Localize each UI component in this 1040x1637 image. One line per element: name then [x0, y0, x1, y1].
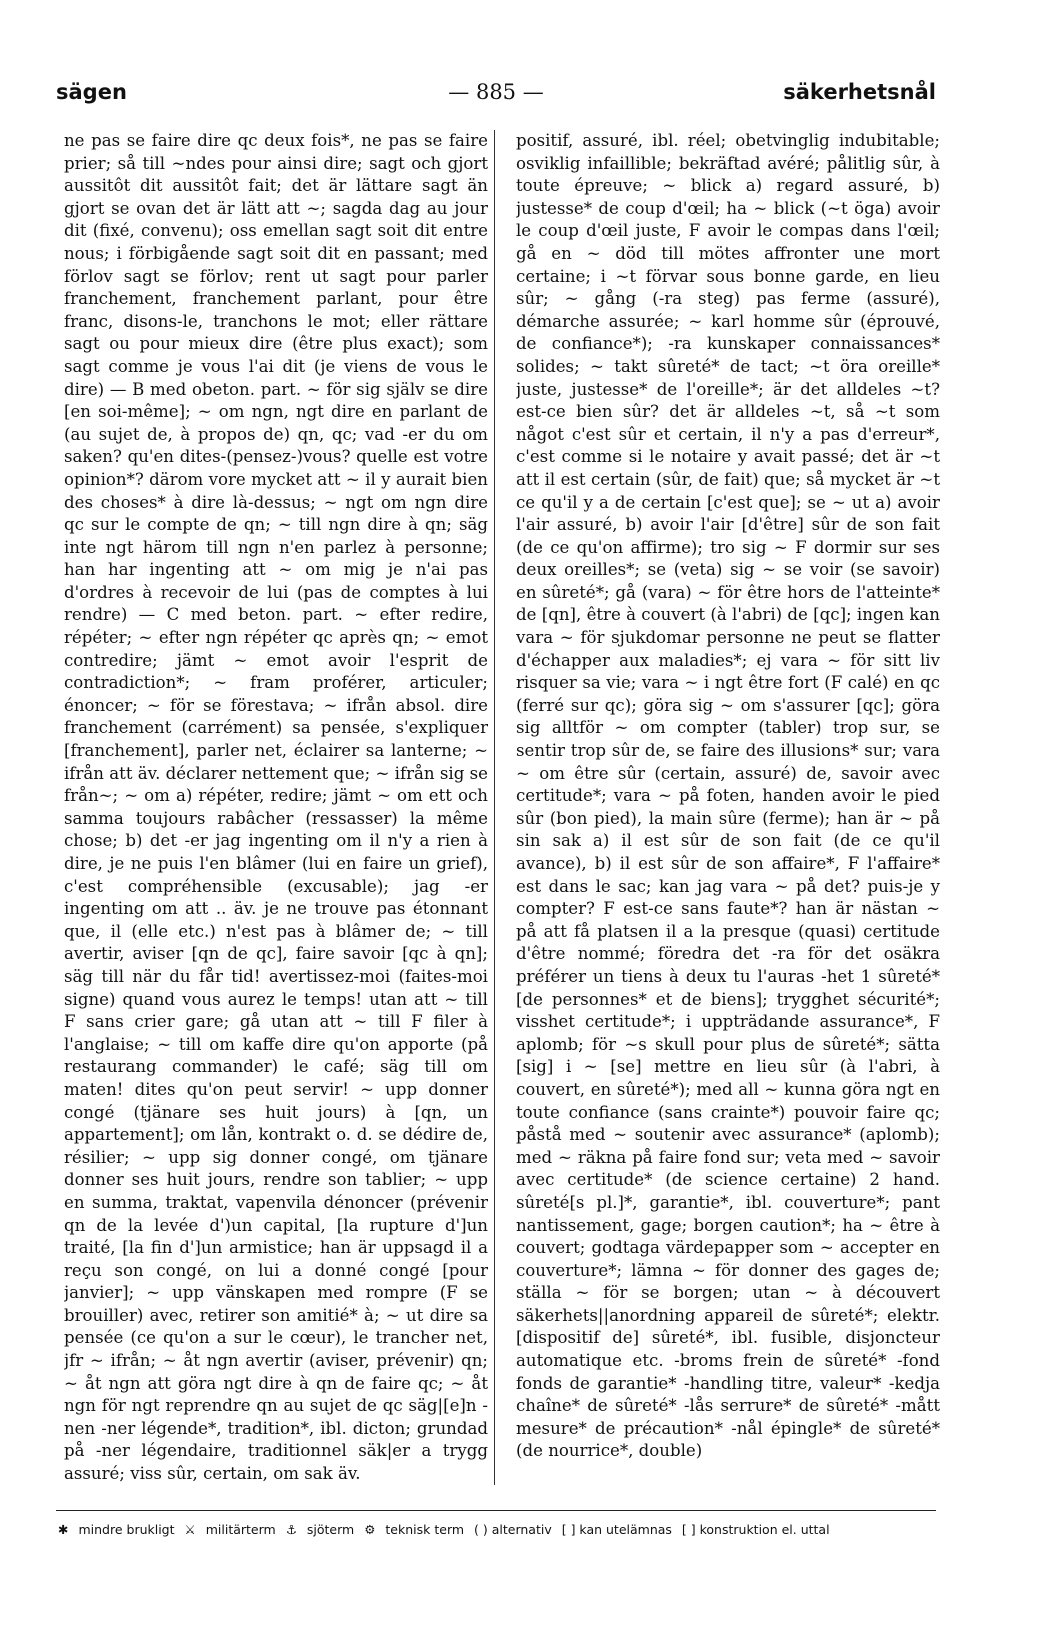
page-number: — 885 —	[448, 80, 544, 104]
right-column	[516, 130, 940, 1486]
anchor-icon: ⚓	[285, 1522, 297, 1537]
left-guide-word: sägen	[56, 80, 127, 104]
gear-icon: ⚙	[364, 1522, 376, 1537]
right-guide-word: säkerhetsnål	[783, 80, 936, 104]
page-header	[56, 80, 936, 116]
footer-rule	[56, 1510, 936, 1511]
legend-technical: teknisk term	[385, 1522, 465, 1537]
left-column	[64, 130, 488, 1486]
abbreviation-legend	[58, 1522, 938, 1537]
asterisk-cross-icon: ✱	[58, 1522, 69, 1537]
legend-obsolete: mindre brukligt	[78, 1522, 175, 1537]
crossed-swords-icon: ⚔	[184, 1522, 196, 1537]
left-column-text: ne pas se faire dire qc deux fois*, ne pas se faire prier; så till ~ndes pour ainsi dire; sagt och gjort aussitôt dit aussitôt fait; det är lättare sagt än gjort se ovan det är lätt att ~; sagda dag au jour dit (fixé, convenu); oss emellan sagt soit dit entre nous; i förbigående sagt soit dit en passant; med förlov sagt se förlov; rent ut sagt pour parler franchement, franchement parlant, pour être franc, disons-le, tranchons le mot; eller rättare sagt ou pour mieux dire (être plus exact); som sagt comme je vous l'ai dit (je viens de vous le dire) — B med obeton. part. ~ för sig själv se dire [en soi-même]; ~ om ngn, ngt dire en parlant de (au sujet de, à propos de) qn, qc; vad -er du om saken? qu'en dites-(pensez-)vous? quelle est votre opinion*? därom vore mycket att ~ il y aurait bien des choses* à dire là-dessus; ~ ngt om ngn dire qc sur le compte de qn; ~ till ngn dire à qn; säg inte ngt härom till ngn n'en parlez à personne; han har ingenting att ~ om mig je n'ai pas d'ordres à recevoir de lui (pas de comptes à lui rendre) — C med beton. part. ~ efter redire, répéter; ~ efter ngn répéter qc après qn; ~ emot contredire; jämt ~ emot avoir l'esprit de contradiction*; ~ fram proférer, articuler; énoncer; ~ för se förestava; ~ ifrån absol. dire franchement (carrément) sa pensée, s'expliquer [franchement], parler net, éclairer sa lanterne; ~ ifrån att äv. déclarer nettement que; ~ ifrån sig se från~; ~ om a) répéter, redire; jämt ~ om ett och samma toujours rabâcher (ressasser) la même chose; b) det -er jag ingenting om il n'y a rien à dire, je ne puis l'en blâmer (lui en faire un grief), c'est compréhensible (excusable); jag -er ingenting om att .. äv. je ne trouve pas étonnant que, il (elle etc.) n'est pas à blâmer de; ~ till avertir, aviser [qn de qc], faire savoir [qc à qn]; säg till när du får tid! avertissez-moi (faites-moi signe) quand vous aurez le temps! utan att ~ till F sans crier gare; gå utan att ~ till F filer à l'anglaise; ~ till om kaffe dire qu'on apporte (på restaurang commander) le café; säg till om maten! dites qu'on peut servir! ~ upp donner congé (tjänare ses huit jours) à [qn, un appartement]; om lån, kontrakt o. d. se dédire de, résilier; ~ upp sig donner congé, om tjänare donner ses huit jours, rendre son tablier; ~ upp en summa, traktat, vapenvila dénoncer (prévenir qn de la levée d')un capital, [la rupture d']un traité, [la fin d']un armistice; han är uppsagd il a reçu son congé, on lui a donné congé [pour janvier]; ~ upp vänskapen med rompre (F se brouiller) avec, retirer son amitié* à; ~ ut dire sa pensée (ce qu'on a sur le cœur), le trancher net, jfr ~ ifrån; ~ åt ngn avertir (aviser, prévenir) qn; ~ åt ngn att göra ngt dire à qn de faire qc; ~ åt ngn för ngt reprendre qn au sujet de qc säg|[e]n -nen -ner légende*, tradition*, ibl. dicton; grundad på -ner légendaire, traditionnel säk|er a trygg assuré; viss sûr, certain, om sak äv.	[64, 131, 488, 1484]
right-column-text: positif, assuré, ibl. réel; obetvinglig indubitable; osviklig infaillible; bekräftad avéré; pålitlig sûr, à toute épreuve; ~ blick a) regard assuré, b) justesse* de coup d'œil; ha ~ blick (~t öga) avoir le coup d'œil juste, F avoir le compas dans l'œil; gå en ~ död till mötes affronter une mort certaine; i ~t förvar sous bonne garde, en lieu sûr; ~ gång (-ra steg) pas ferme (assuré), démarche assurée; ~ karl homme sûr (éprouvé, de confiance*); -ra kunskaper connaissances* solides; ~ takt sûreté* de tact; ~t öra oreille* juste, justesse* de l'oreille*; är det alldeles ~t? est-ce bien sûr? det är alldeles ~t, så ~t som något c'est sûr et certain, il n'y a pas d'erreur*, c'est comme si le notaire y avait passé; det är ~t att il est certain (sûr, de fait) que; så mycket är ~t ce qu'il y a de certain [c'est que]; se ~ ut a) avoir l'air assuré, b) avoir l'air [d'être] sûr de son fait (de ce qu'on affirme); tro sig ~ F dormir sur ses deux oreilles*; se (veta) sig ~ se voir (se savoir) en sûreté*; gå (vara) ~ för être hors de l'atteinte* de [qn], être à couvert (à l'abri) de [qc]; ingen kan vara ~ för sjukdomar personne ne peut se flatter d'échapper aux maladies*; ej vara ~ för sitt liv risquer sa vie; vara ~ i ngt être fort (F calé) en qc (ferré sur qc); göra sig ~ om s'assurer [qc]; göra sig alltför ~ om compter (tabler) trop sur, se sentir trop sûr de, se faire des illusions* sur; vara ~ om être sûr (certain, assuré) de, savoir avec certitude*; vara ~ på foten, handen avoir le pied sûr (bon pied), la main sûre (ferme); han är ~ på sin sak a) il est sûr de son fait (de ce qu'il avance), b) il est sûr de son affaire*, F l'affaire* est dans le sac; kan jag vara ~ på det? puis-je y compter? F est-ce sans faute*? han är nästan ~ på att få platsen il a la presque (quasi) certitude d'être nommé; föredra det -ra för det osäkra préférer un tiens à deux tu l'auras -het 1 sûreté* [de personnes* et de biens]; trygghet sécurité*; visshet certitude*; i uppträdande assurance*, F aplomb; för ~s skull pour plus de sûreté*; sätta [sig] i ~ [se] mettre en lieu sûr (à l'abri, à couvert, en sûreté*); med all ~ kunna göra ngt en toute confiance (sans crainte*) pouvoir faire qc; påstå med ~ soutenir avec assurance* (aplomb); med ~ räkna på faire fond sur; veta med ~ savoir avec certitude* (de science certaine) 2 hand. sûreté[s pl.]*, garantie*, ibl. couverture*; pant nantissement, gage; borgen caution*; ha ~ être à couvert; godtaga värdepapper som ~ accepter en couverture*; lämna ~ för donner des gages de; ställa ~ för se borgen; utan ~ à découvert säkerhets||anordning appareil de sûreté*; elektr. [dispositif de] sûreté*, ibl. fusible, disjoncteur automatique etc. -broms frein de sûreté* -fond fonds de garantie* -handling titre, valeur* -kedja chaîne* de sûreté* -lås serrure* de sûreté* -mått mesure* de précaution* -nål épingle* de sûreté* (de nourrice*, double)	[516, 131, 940, 1461]
legend-alternative: ( ) alternativ	[474, 1522, 552, 1537]
column-divider	[494, 130, 495, 1485]
legend-omittable: [ ] kan utelämnas	[561, 1522, 672, 1537]
legend-military: militärterm	[205, 1522, 276, 1537]
legend-construction: [ ] konstruktion el. uttal	[681, 1522, 830, 1537]
legend-nautical: sjöterm	[306, 1522, 355, 1537]
